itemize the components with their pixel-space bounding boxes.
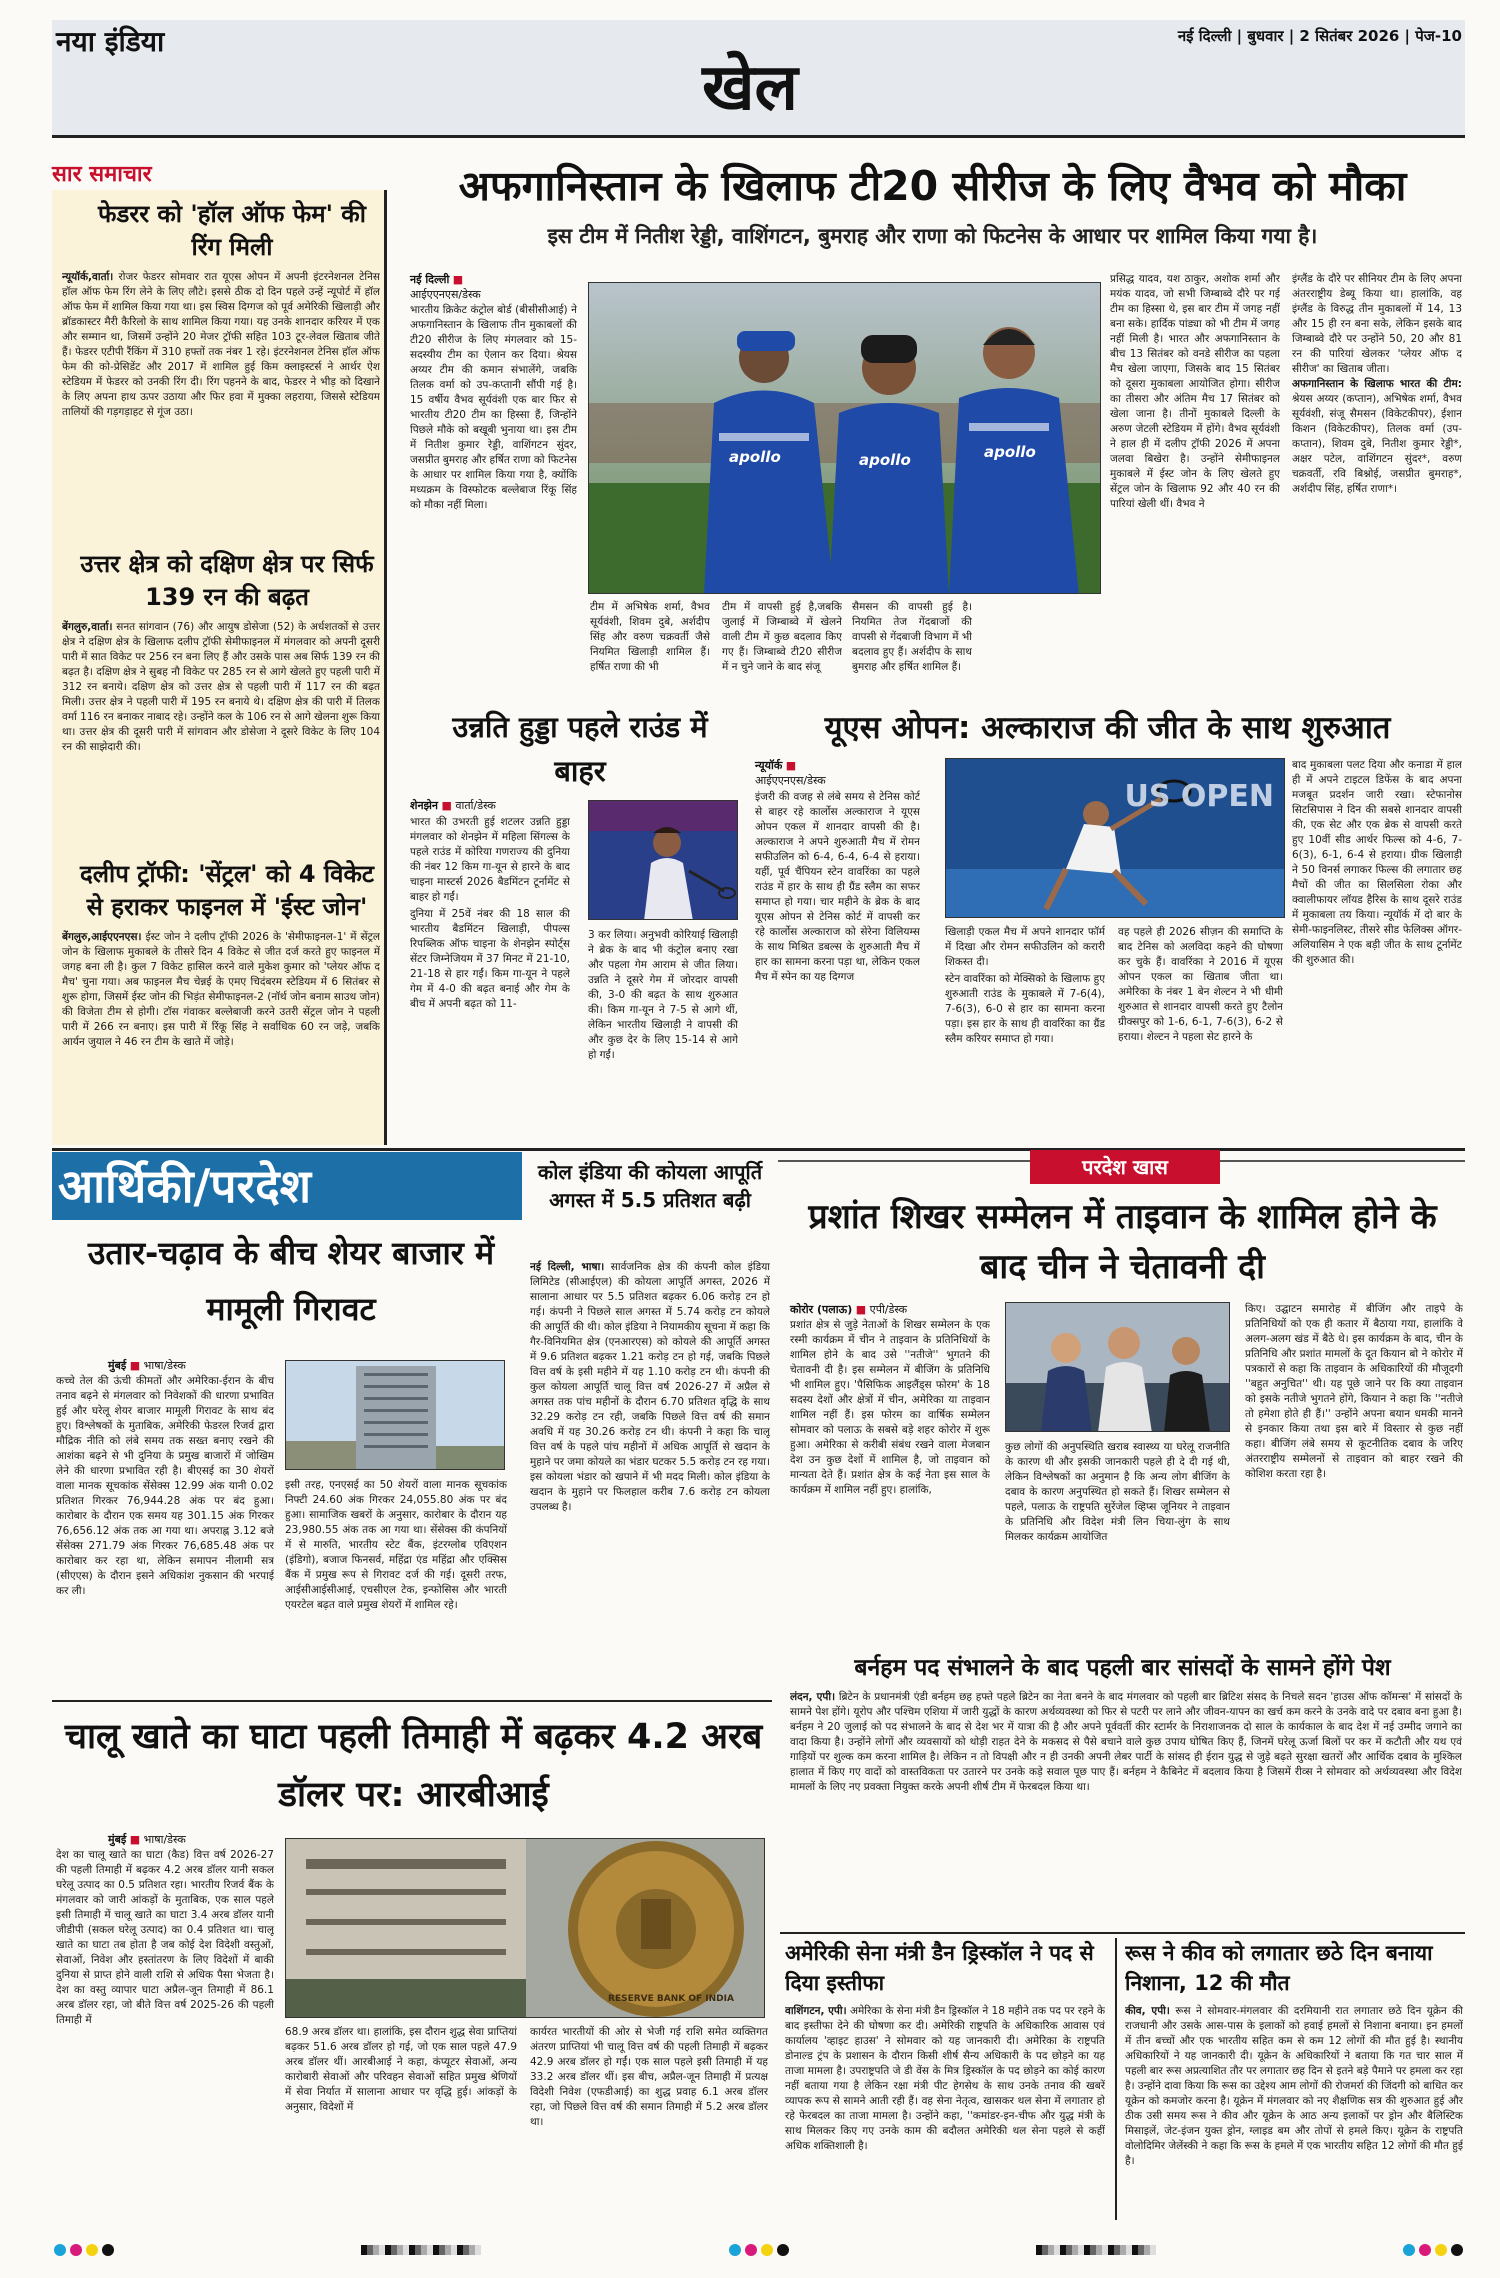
cad-byline: [108, 1832, 186, 1847]
lead-byline: [410, 272, 560, 302]
pardesh-label: परदेश खास: [1030, 1150, 1220, 1184]
kyiv-text: रूस ने सोमवार-मंगलवार की दरमियानी रात लगातार छठे दिन यूक्रेन की राजधानी और उसके आस-पास के इलाकों को हवाई हमलों से निशाना बनाया। इन हमलों में तीन बच्चों और एक भारतीय सहित कम से कम 12 लोगों की मौत हुई है। स्थानीय अधिकारियों ने यह जानकारी दी। यूक्रेन के अधिकारियों ने बताया कि गत चार साल में पहली बार रूस अप्रत्याशित तौर पर लगातार छह दिन से इतने बड़े पैमाने पर हमला कर रहा है। उन्होंने दावा किया कि रूस का उद्देश्य आम लोगों की रोजमर्रा की जिंदगी को बाधित कर यूक्रेन को कमजोर करना है। यूक्रेन में मंगलवार को नए शैक्षणिक सत्र की शुरुआत हुई और ठीक उसी समय रूस ने कीव और यूक्रेन के आठ अन्य इलाकों पर ड्रोन और बैलिस्टिक मिसाइलें, जेट-इंजन युक्त ड्रोन, ग्लाइड बम और तोपों से हमले किए। यूक्रेन के राष्ट्रपति वोलोदिमिर जेलेंस्की ने कहा कि रूस के हमले में एक भारतीय सहित 12 लोगों की मौत हुई है।: [1125, 2005, 1463, 2167]
color-dots-right: [1401, 2241, 1465, 2260]
cyan-dot: [54, 2244, 66, 2256]
sidebar-place-3: बेंगलुरु,आईएएनएस।: [62, 931, 142, 943]
kyiv-place: कीव, एपी।: [1125, 2005, 1170, 2017]
divider-line: [52, 1700, 772, 1702]
cricket-photo-image: [589, 283, 1101, 594]
unnati-agency: वार्ता/डेस्क: [455, 799, 496, 812]
byline-square: ■: [782, 759, 797, 772]
sidebar-place-2: बेंगलुरु,वार्ता।: [62, 621, 113, 633]
sidebar-body-1: रोजर फेडरर सोमवार रात यूएस ओपन में अपनी इंटरनेशनल टेनिस हॉल ऑफ फेम रिंग लेने के लिए लौटे। इससे ठीक दो दिन पहले उन्हें न्यूपोर्ट में हॉल ऑफ फेम में शामिल किया गया था। इस स्विस दिग्गज को पूर्व अमेरिकी खिलाड़ी और ब्रॉडकास्टर मैरी कैरिलो के साथ शामिल किया गया। यह उनके शानदार करियर में एक और सम्मान था, जिसमें उन्होंने 20 मेजर ट्रॉफी सहित 103 टूर-लेवल खिताब जीते हैं। फेडरर एटीपी रैंकिंग में 310 हफ्तों तक नंबर 1 रहे। इंटरनेशनल टेनिस हॉल ऑफ फेम की को-प्रेसिडेंट और 2017 में शामिल हुई किम क्लाइस्टर्स ने आर्थर ऐश स्टेडियम में फेडरर को उनकी रिंग दी। रिंग पहनने के बाद, फेडरर ने भीड़ को दिखाने के लिए अपना हाथ ऊपर उठाया और फिर हवा में मुक्का लहराया, जिससे स्टेडियम तालियों की गड़गड़ाहट से गूंज उठा।: [62, 271, 380, 418]
arthiki-title: आर्थिकी/परदेश: [58, 1159, 312, 1213]
alcaraz-byline: [755, 758, 905, 788]
rbi-photo: [285, 1838, 765, 2018]
byline-square: ■: [449, 273, 464, 286]
burnham-body: [790, 1690, 1462, 1928]
sidebar-body-2: सनत सांगवान (76) और आयुष डोसेजा (52) के अर्धशतकों से उत्तर क्षेत्र ने दक्षिण क्षेत्र के खिलाफ दलीप ट्रॉफी सेमीफाइनल में मंगलवार को अपनी दूसरी पारी में सात विकेट पर 256 रन बना लिए हैं और उसके पास अब सिर्फ 139 रन की बढ़त है। दक्षिण क्षेत्र ने सुबह नौ विकेट पर 285 रन से आगे खेलते हुए पहली पारी में 312 रन बनाये। दक्षिण क्षेत्र को उत्तर क्षेत्र से पहली पारी में 117 रन की बढ़त मिली। उत्तर क्षेत्र ने पहली पारी में 195 रन बनाये थे। दक्षिण क्षेत्र की पारी में तिलक वर्मा 116 रन बनाकर नाबाद रहे। उन्होंने कल के 106 रन से आगे खेलना शुरू किया था। उत्तर क्षेत्र की दूसरी पारी में सांगवान और डोसेजा ने दूसरे विकेट के लिए 104 रन की साझेदारी की।: [62, 621, 380, 753]
burnham-place: लंदन, एपी।: [790, 1691, 836, 1703]
bse-building-image: [286, 1361, 505, 1470]
yellow-dot: [761, 2244, 773, 2256]
lead-col-3: टीम में वापसी हुई है,जबकि जुलाई में जिम्बाब्वे में खेलने वाली टीम में कुछ बदलाव किए गए हैं। जिम्बाब्वे टी20 सीरीज में न चुने जाने के बाद संजू: [722, 601, 842, 673]
lead-col-2: टीम में अभिषेक शर्मा, वैभव सूर्यवंशी, शिवम दुबे, अर्शदीप सिंह और वरुण चक्रवर्ती जैसे नियमित खिलाड़ी शामिल हैं। हर्षित राणा की भी: [590, 601, 710, 673]
share-headline: उतार-चढ़ाव के बीच शेयर बाजार में मामूली गिरावट: [87, 1234, 495, 1328]
coal-place: नई दिल्ली, भाषा।: [530, 1261, 605, 1273]
byline-square: ■: [438, 799, 456, 812]
bse-photo: [285, 1360, 505, 1470]
magenta-dot: [70, 2244, 82, 2256]
unnati-col-1: [410, 815, 570, 1140]
pardesh-col-2: कुछ लोगों की अनुपस्थिति खराब स्वास्थ्य या घरेलू राजनीति के कारण थी और इसकी जानकारी पहले ही दे दी गई थी, लेकिन विश्लेषकों का अनुमान है कि अन्य लोग बीजिंग के दबाव के कारण अनुपस्थित हो सकते हैं। शिखर सम्मेलन से पहले, पलाऊ के राष्ट्रपति सुरेंजेल व्हिप्स जूनियर ने ताइवान के प्रतिनिधि और विदेश मंत्री लिन चिया-लुंग के साथ मिलकर कार्यक्रम आयोजित: [1005, 1441, 1230, 1543]
badminton-photo-image: [589, 801, 738, 920]
jersey-logo-1: apollo: [729, 448, 781, 466]
summit-photo-image: [1006, 1303, 1230, 1432]
jersey-logo-3: apollo: [984, 443, 1036, 461]
driscoll-body: [785, 2004, 1105, 2220]
lead-col-5: प्रसिद्ध यादव, यश ठाकुर, अशोक शर्मा और मयंक यादव, जो सभी जिम्बाब्वे दौरे पर गई टीम का हिस्सा थे, इस बार टीम में जगह नहीं बना सके। हार्दिक पांड्या को भी टीम में जगह नहीं मिली है। भारत और अफगानिस्तान के बीच 13 सितंबर को वनडे सीरीज का पहला मैच खेला जाएगा, जिसके बाद 15 सितंबर को दूसरा मुकाबला आयोजित होगा। सीरीज का तीसरा और अंतिम मैच 17 सितंबर को खेला जाना है। तीनों मुकाबले दिल्ली के अरुण जेटली स्टेडियम में होंगे। वैभव सूर्यवंशी ने हाल ही में दलीप ट्रॉफी 2026 में अपना जलवा बिखेरा है। उन्होंने सेमीफाइनल मुकाबले में ईस्ट जोन के लिए खेलते हुए सेंट्रल जोन के खिलाफ 92 और 40 रन की पारियां खेली थीं। वैभव ने: [1110, 273, 1280, 510]
cyan-dot: [729, 2244, 741, 2256]
section-title: खेल: [702, 51, 798, 125]
alcaraz-para-2: खिलाड़ी एकल मैच में अपने शानदार फॉर्म में दिखा और रोमन सफीउलिन को करारी शिकस्त दी।: [945, 926, 1105, 968]
cad-col-1: देश का चालू खाते का घाटा (कैड) वित्त वर्ष 2026-27 की पहली तिमाही में बढ़कर 4.2 अरब डॉलर यानी सकल घरेलू उत्पाद का 0.5 प्रतिशत रहा। भारतीय रिजर्व बैंक के मंगलवार को जारी आंकड़ों के मुताबिक, एक साल पहले इसी तिमाही में चालू खाते का घाटा 3.4 अरब डॉलर यानी जीडीपी (सकल घरेलू उत्पाद) का 0.4 प्रतिशत था। चालू खाते का घाटा तब होता है जब कोई देश विदेशी वस्तुओं, सेवाओं, निवेश और हस्तांतरण के लिए विदेशों में बाकी दुनिया से प्राप्त होने वाली राशि से अधिक पैसा भेजता है। देश का वस्तु व्यापार घाटा अप्रैल-जून तिमाही में 86.1 अरब डॉलर रहा, जो बीते वित्त वर्ष 2025-26 की पहली तिमाही में: [56, 1849, 274, 2026]
lead-col-6: [1292, 272, 1462, 695]
divider-line: [780, 1932, 1465, 1934]
unnati-col-2: 3 कर लिया। अनुभवी कोरियाई खिलाड़ी ने ब्रेक के बाद भी कंट्रोल बनाए रखा और पहला गेम आराम से जीत लिया। उन्नति ने दूसरे गेम में जोरदार वापसी की, 3-0 की बढ़त के साथ शुरुआत की। किम गा-यून ने 7-5 से आगे थीं, लेकिन भारतीय खिलाड़ी ने वापसी की और कुछ देर के लिए 15-14 से आगे हो गईं।: [588, 929, 738, 1061]
alcaraz-col-4: बाद मुकाबला पलट दिया और कनाडा में हाल ही में अपने टाइटल डिफेंस के बाद अपना मजबूत प्रदर्शन जारी रखा। स्टेफानोस सिटसिपास ने दिन की सबसे शानदार वापसी की, एक सेट और एक ब्रेक से वापसी करते हुए 10वीं सीड आर्थर फिल्स को 4-6, 7-6(3), 6-1, 6-4 से हराया। ग्रीक खिलाड़ी ने 50 विनर्स लगाकर फिल्स की लगातार छह मैचों की जीत का सिलसिला रोका और क्वालीफायर लॉयड हैरिस के साथ दूसरे राउंड में मुकाबला तय किया। न्यूयॉर्क में दो बार के सेमी-फाइनलिस्ट, तीसरे सीड फेलिक्स ऑगर-अलियासिम ने एक बड़ी जीत के साथ टूर्नामेंट की शुरुआत की।: [1292, 759, 1462, 966]
unnati-byline: [410, 798, 496, 813]
alcaraz-col-3: वह पहले ही 2026 सीज़न की समाप्ति के बाद टेनिस को अलविदा कहने की घोषणा कर चुके हैं। वावरिंका ने 2016 में यूएस ओपन एकल का खिताब जीता था। अमेरिका के नंबर 1 बेन शेल्टन ने भी धीमी शुरुआत से शानदार वापसी करते हुए टैलोन ग्रीक्सपुर को 1-6, 6-1, 7-6(3), 6-2 से हराया। शेल्टन ने पहला सेट हारने के: [1118, 926, 1283, 1043]
alcaraz-place: न्यूयॉर्क: [755, 759, 783, 772]
coal-text: सार्वजनिक क्षेत्र की कंपनी कोल इंडिया लिमिटेड (सीआईएल) की कोयला आपूर्ति अगस्त, 2026 में सालाना आधार पर 5.5 प्रतिशत बढ़कर 6.06 करोड़ टन हो गई। कंपनी ने पिछले साल अगस्त में 5.74 करोड़ टन कोयले की आपूर्ति की थी। कोल इंडिया ने नियामकीय सूचना में कहा कि गैर-विनियमित क्षेत्र (एनआरएस) को कोयले की आपूर्ति अगस्त में 9.6 प्रतिशत बढ़कर 1.21 करोड़ टन हो गई, जबकि पिछले वित्त वर्ष के इसी महीने में यह 1.10 करोड़ टन थी। कंपनी की कुल कोयला आपूर्ति चालू वित्त वर्ष 2026-27 में अप्रैल से अगस्त तक पांच महीनों के दौरान 6.70 प्रतिशत वृद्धि के साथ 32.29 करोड़ टन रही, जबकि पिछले वित्त वर्ष की समान अवधि में यह 30.26 करोड़ टन थी। कंपनी ने कहा कि चालू वित्त वर्ष के पहले पांच महीनों में अधिक आपूर्ति से खदान के मुहाने पर जमा कोयले का भंडार घटकर 5.5 करोड़ टन रह गया। इस कोयला भंडार को खपाने में भी मदद मिली। कोल इंडिया के खदान के मुहाने पर फिलहाल करीब 7.6 करोड़ टन कोयला उपलब्ध है।: [530, 1261, 770, 1513]
lead-col-6-text: इंग्लैंड के दौरे पर सीनियर टीम के लिए अपना अंतरराष्ट्रीय डेब्यू किया था। हालांकि, वह इंग्लैंड के विरुद्ध तीन मुकाबलों में 14, 13 और 15 ही रन बना सके, लेकिन इसके बाद जिम्बाब्वे दौरे पर उन्होंने 50, 20 और 81 रन की पारियां खेलकर 'प्लेयर ऑफ द सीरीज' का खिताब जीता।: [1292, 273, 1462, 375]
divider-line: [52, 1148, 1465, 1151]
registration-marks: [52, 2240, 1465, 2260]
sidebar-headline-3: दलीप ट्रॉफी: 'सेंट्रल' को 4 विकेट से हराकर फाइनल में 'ईस्ट जोन': [80, 860, 374, 921]
grey-scale-bar: [361, 2245, 481, 2255]
badminton-photo: [588, 800, 738, 920]
cad-headline: चालू खाते का घाटा पहली तिमाही में बढ़कर 4.2 अरब डॉलर पर: आरबीआई: [64, 1717, 763, 1815]
alcaraz-headline: यूएस ओपन: अल्काराज की जीत के साथ शुरुआत: [824, 710, 1391, 746]
unnati-headline: उन्नति हुड्डा पहले राउंड में बाहर: [452, 710, 708, 788]
kyiv-body: [1125, 2004, 1463, 2220]
coal-headline: कोल इंडिया की कोयला आपूर्ति अगस्त में 5.5 प्रतिशत बढ़ी: [537, 1160, 763, 1212]
lead-subhead: इस टीम में नितीश रेड्डी, वाशिंगटन, बुमराह और राणा को फिटनेस के आधार पर शामिल किया गया है।: [547, 224, 1318, 248]
sidebar-story-3: [62, 930, 380, 1140]
black-dot: [102, 2244, 114, 2256]
coal-body: [530, 1260, 770, 1696]
sidebar-headline-2: उत्तर क्षेत्र को दक्षिण क्षेत्र पर सिर्फ 139 रन की बढ़त: [80, 550, 374, 611]
dateline: नई दिल्ली | बुधवार | 2 सितंबर 2026 | पेज-10: [1177, 27, 1462, 45]
pardesh-place: कोरोर (पलाऊ): [790, 1303, 853, 1316]
us-open-banner-text: US OPEN: [1124, 779, 1274, 814]
squad-intro: अफगानिस्तान के खिलाफ भारत की टीम:: [1292, 378, 1462, 390]
alcaraz-para-2b: स्टेन वावरिंका को मेक्सिको के खिलाफ हुए शुरुआती राउंड के मुकाबले में 7-6(4), 7-6(3), 6-0 से हार का सामना करना पड़ा। इस हार के साथ ही वावरिंका का ग्रैंड स्लैम करियर समाप्त हो गया।: [945, 973, 1105, 1045]
alcaraz-col-2: [945, 925, 1105, 1140]
unnati-para-2: दुनिया में 25वें नंबर की 18 साल की भारतीय बैडमिंटन खिलाड़ी, पीपल्स रिपब्लिक ऑफ चाइना के शेनझेन स्पोर्ट्स सेंटर जिम्नेजियम में 37 मिनट में 21-10, 21-18 से हार गईं। किम गा-यून ने पहले गेम में 4-0 की बढ़त बनाई और गेम के बीच में अपनी बढ़त को 11-: [410, 908, 570, 1010]
yellow-dot: [86, 2244, 98, 2256]
cricket-photo: [588, 282, 1101, 594]
magenta-dot: [745, 2244, 757, 2256]
pardesh-agency: एपी/डेस्क: [869, 1303, 908, 1316]
rbi-photo-image: [286, 1839, 765, 2018]
lead-col-4: सैमसन की वापसी हुई है। नियमित तेज गेंदबाजों की वापसी से गेंदबाजी विभाग में भी बदलाव हुए हैं। अर्शदीप के साथ बुमराह और हर्षित शामिल हैं।: [852, 601, 972, 673]
unnati-place: शेनझेन: [410, 799, 439, 812]
driscoll-text: अमेरिका के सेना मंत्री डैन ड्रिस्कॉल ने 18 महीने तक पद पर रहने के बाद इस्तीफा देने की घोषणा कर दी। अमेरिकी राष्ट्रपति के अधिकारिक आवास एवं कार्यालय 'व्हाइट हाउस' ने सोमवार को यह जानकारी दी। अमेरिका के राष्ट्रपति डोनाल्ड ट्रंप के प्रशासन के दौरान किसी शीर्ष सैन्य अधिकारी के पद छोड़ने का यह ताजा मामला है। उपराष्ट्रपति जे डी वेंस के मित्र ड्रिस्कॉल के पद छोड़ने का कोई कारण नहीं बताया गया है लेकिन रक्षा मंत्री पीट हेगसेथ के साथ उनके तनाव की खबरें व्यापक रूप से सामने आती रही हैं। वह सेना नेतृत्व, खासकर थल सेना में लगातार हो रहे फेरबदल का ताजा मामला है। उन्होंने कहा, ''कमांडर-इन-चीफ और युद्ध मंत्री के साथ मिलकर किए गए उनके काम की बदौलत अमेरिकी थल सेना पहले से कहीं अधिक शक्तिशाली है।: [785, 2005, 1105, 2152]
sidebar-story-1: [62, 270, 380, 538]
cad-col-2: 68.9 अरब डॉलर था। हालांकि, इस दौरान शुद्ध सेवा प्राप्तियां बढ़कर 51.6 अरब डॉलर हो गई, जो एक साल पहले 47.9 अरब डॉलर थीं। आरबीआई ने कहा, कंप्यूटर सेवाओं, अन्य कारोबारी सेवाओं और परिवहन सेवाओं सहित प्रमुख श्रेणियों में सेवा निर्यात में सालाना आधार पर वृद्धि हुई। आंकड़ों के अनुसार, विदेशों में: [285, 2026, 517, 2113]
divider-line: [1115, 1938, 1117, 2220]
magenta-dot: [1419, 2244, 1431, 2256]
burnham-headline: बर्नहम पद संभालने के बाद पहली बार सांसदों के सामने होंगे पेश: [854, 1655, 1391, 1681]
lead-col-1: भारतीय क्रिकेट कंट्रोल बोर्ड (बीसीसीआई) ने अफगानिस्तान के खिलाफ तीन मुकाबलों की टी20 सीरीज के लिए मंगलवार को 15-सदस्यीय टीम का ऐलान कर दिया। श्रेयस अय्यर टीम की कमान संभालेंगे, जबकि तिलक वर्मा को उप-कप्तानी सौंपी गई है। 15 वर्षीय वैभव सूर्यवंशी एक बार फिर से भारतीय टी20 टीम का हिस्सा हैं, जिन्होंने पिछले मौके को बखूबी भुनाया था। इस टीम में नितीश कुमार रेड्डी, वाशिंगटन सुंदर, जसप्रीत बुमराह और हर्षित राणा को फिटनेस के आधार पर शामिल किया गया है, क्योंकि मध्यक्रम के विस्फोटक बल्लेबाज रिंकू सिंह को मौका नहीं मिला।: [410, 304, 577, 511]
alcaraz-col-1: इंजरी की वजह से लंबे समय से टेनिस कोर्ट से बाहर रहे कार्लोस अल्काराज ने यूएस ओपन एकल में शानदार वापसी की है। अल्काराज ने अपने शुरुआती मैच में रोमन सफीउलिन को 6-4, 6-4, 6-4 से हराया। यहीं, पूर्व चैंपियन स्टेन वावरिंका का पहले राउंड में हार के साथ ही ग्रैंड स्लैम का सफर समाप्त हो गया। चार महीने के ब्रेक के बाद यूएस ओपन से टेनिस कोर्ट में वापसी कर रहे कार्लोस अल्काराज को सेरेना विलियम्स के साथ मिश्रित डबल्स के शुरुआती मैच में हार का सामना करना पड़ा था, लेकिन एकल मैच में स्पेन का यह दिग्गज: [755, 791, 920, 983]
color-dots-left: [52, 2241, 116, 2260]
cad-agency: भाषा/डेस्क: [143, 1833, 186, 1846]
lead-headline: अफगानिस्तान के खिलाफ टी20 सीरीज के लिए वैभव को मौका: [458, 162, 1407, 210]
sidebar-place-1: न्यूयॉर्क,वार्ता।: [62, 271, 114, 283]
rbi-emblem-text: RESERVE BANK OF INDIA: [608, 1994, 734, 2004]
byline-square: ■: [126, 1833, 144, 1846]
paper-name: नया इंडिया: [56, 25, 165, 58]
lead-place: नई दिल्ली: [410, 273, 450, 286]
cyan-dot: [1403, 2244, 1415, 2256]
alcaraz-agency: आईएएनएस/डेस्क: [755, 774, 826, 787]
share-agency: भाषा/डेस्क: [143, 1359, 186, 1372]
tennis-photo: [945, 758, 1285, 918]
kyiv-headline: रूस ने कीव को लगातार छठे दिन बनाया निशाना, 12 की मौत: [1125, 1941, 1433, 1995]
driscoll-headline: अमेरिकी सेना मंत्री डैन ड्रिस्कॉल ने पद से दिया इस्तीफा: [785, 1941, 1094, 1995]
byline-square: ■: [852, 1303, 870, 1316]
black-dot: [777, 2244, 789, 2256]
share-place: मुंबई: [108, 1359, 127, 1372]
yellow-dot: [1435, 2244, 1447, 2256]
burnham-text: ब्रिटेन के प्रधानमंत्री एंडी बर्नहम छह हफ्ते पहले ब्रिटेन का नेता बनने के बाद मंगलवार को पहली बार ब्रिटिश संसद के निचले सदन 'हाउस ऑफ कॉमन्स' में सांसदों के सामने पेश होंगे। यूरोप और पश्चिम एशिया में जारी युद्धों के कारण अर्थव्यवस्था को फिर से पटरी पर लाने और जीवन-यापन का खर्च कम करने के उनके वादे पर दबाव बना हुआ है। बर्नहम ने 20 जुलाई को पद संभालने के बाद से देश भर में यात्रा की है और अपने पूर्ववर्ती कीर स्टार्मर के निराशाजनक दो साल के कार्यकाल के बाद देश में नई उम्मीद जगाने का वादा किया है। उन्होंने लोगों और व्यवसायों को थोड़ी राहत देने के मकसद से पैसे बचाने वाले कुछ उपाय घोषित किए हैं, जिनमें घरेलू ऊर्जा बिलों पर कर में कटौती और यथ एवं गाड़ियों पर शुल्क कम करना शामिल है। लेकिन न तो विपक्षी और न ही उनकी अपनी लेबर पार्टी के सांसद ही ईरान युद्ध से जुड़े बढ़ते सुरक्षा खतरों और आर्थिक दबाव के मुश्किल हालात में किए गए वादों को वास्तविकता पर उतारने पर उनके कड़े सवाल पूछ पाए हैं। बर्नहम ने कैबिनेट में बदलाव किया है जिसमें रीव्स ने सोमवार को अर्थव्यवस्था और विदेश मामलों के लिए नए प्रवक्ता नियुक्त करके अपनी शीर्ष टीम में फेरबदल किया था।: [790, 1691, 1462, 1793]
sidebar-story-2: [62, 620, 380, 850]
sidebar-headline-1: फेडरर को 'हॉल ऑफ फेम' की रिंग मिली: [98, 200, 366, 261]
lead-agency: आईएएनएस/डेस्क: [410, 288, 481, 301]
squad-list: श्रेयस अय्यर (कप्तान), अभिषेक शर्मा, वैभव सूर्यवंशी, संजू सैमसन (विकेटकीपर), ईशान किशन (विकेटकीपर), तिलक वर्मा (उप-कप्तान), शिवम दुबे, नितीश कुमार रेड्डी*, अक्षर पटेल, वाशिंगटन सुंदर*, वरुण चक्रवर्ती, रवि बिश्नोई, जसप्रीत बुमराह*, अर्शदीप सिंह, हर्षित राणा*।: [1292, 393, 1462, 495]
cad-col-3: कार्यरत भारतीयों की ओर से भेजी गई राशि समेत व्यक्तिगत अंतरण प्राप्तियां भी चालू वित्त वर्ष की पहली तिमाही में बढ़कर 42.9 अरब डॉलर हो गईं। एक साल पहले इसी तिमाही में यह 33.2 अरब डॉलर थीं। इस बीच, अप्रैल-जून तिमाही में प्रत्यक्ष विदेशी निवेश (एफडीआई) का शुद्ध प्रवाह 6.1 अरब डॉलर रहा, जो पिछले वित्त वर्ष की समान तिमाही में 5.2 अरब डॉलर था।: [530, 2026, 768, 2128]
pardesh-byline: [790, 1302, 907, 1317]
pardesh-col-3: किए। उद्घाटन समारोह में बीजिंग और ताइपे के प्रतिनिधियों को एक ही कतार में बैठाया गया, हालांकि वे अलग-अलग खंड में बैठे थे। इस कार्यक्रम के बाद, चीन के प्रतिनिधि और प्रशांत मामलों के दूत कियान बो ने कोरोर में पत्रकारों से कहा कि ताइवान के अधिकारियों की मौजूदगी ''बहुत अनुचित'' थी। यह पूछे जाने पर कि क्या ताइवान को इसके नतीजे भुगतने होंगे, कियान ने कहा कि ''नतीजे तो हमेशा होते ही हैं।'' उन्होंने अपना बयान धमकी मानने से इनकार किया तथा इस बारे में विस्तार से कुछ नहीं कहा। बीजिंग लंबे समय से कूटनीतिक दबाव के जरिए अंतरराष्ट्रीय सम्मेलनों से ताइवान को बाहर रखने की कोशिश करता रहा है।: [1245, 1303, 1463, 1480]
sidebar-body-3: ईस्ट जोन ने दलीप ट्रॉफी 2026 के 'सेमीफाइनल-1' में सेंट्रल जोन के खिलाफ मुकाबले के तीसरे दिन 4 विकेट से जीत दर्ज करते हुए फाइनल में जगह बना ली है। कुल 7 विकेट हासिल करने वाले मुकेश कुमार को 'प्लेयर ऑफ द मैच' चुना गया। अब फाइनल मैच चेन्नई के एमए चिदंबरम स्टेडियम में 6 सितंबर से शुरू होगा, जिसमें ईस्ट जोन की भिड़ंत सेमीफाइनल-2 (नॉर्थ जोन बनाम साउथ जोन) की विजेता टीम से होगी। टॉस गंवाकर बल्लेबाजी करने उतरी सेंट्रल जोन ने पहली पारी में 266 रन बनाए। इस पारी में रिंकू सिंह ने सर्वाधिक 60 रन जड़े, जबकि आर्यन जुयाल ने 46 रन टीम के खाते में जोड़े।: [62, 931, 380, 1048]
share-col-2: इसी तरह, एनएसई का 50 शेयरों वाला मानक सूचकांक निफ्टी 24.60 अंक गिरकर 24,055.80 अंक पर बंद हुआ। सामाजिक खबरों के अनुसार, कारोबार के दौरान यह 23,980.55 अंक तक आ गया था। सेंसेक्स की कंपनियों में से मारुति, भारतीय स्टेट बैंक, इंटरग्लोब एविएशन (इंडिगो), बजाज फिनसर्व, महिंद्रा एंड महिंद्रा और एक्सिस बैंक में प्रमुख रूप से गिरावट दर्ज की गई। दूसरी तरफ, आईसीआईसीआई, एचसीएल टेक, इन्फोसिस और भारती एयरटेल बढ़त वाले प्रमुख शेयरों में शामिल रहे।: [285, 1479, 507, 1611]
byline-square: ■: [126, 1359, 144, 1372]
jersey-logo-2: apollo: [859, 451, 911, 469]
driscoll-place: वाशिंगटन, एपी।: [785, 2005, 847, 2017]
pardesh-headline: प्रशांत शिखर सम्मेलन में ताइवान के शामिल होने के बाद चीन ने चेतावनी दी: [808, 1197, 1437, 1287]
sidebar-label: सार समाचार: [52, 162, 152, 187]
black-dot: [1451, 2244, 1463, 2256]
share-col-1: कच्चे तेल की ऊंची कीमतों और अमेरिका-ईरान के बीच तनाव बढ़ने से मंगलवार को निवेशकों की धारणा प्रभावित हुई और घरेलू शेयर बाजार मामूली गिरावट के साथ बंद हुए। विश्लेषकों के मुताबिक, अमेरिकी फेडरल रिजर्व द्वारा मौद्रिक नीति को लंबे समय तक सख्त बनाए रखने की आशंका बढ़ने से भी दुनिया के प्रमुख बाजारों में जोखिम लेने की धारणा प्रभावित रही है। बीएसई का 30 शेयरों वाला मानक सूचकांक सेंसेक्स 12.99 अंक यानी 0.02 प्रतिशत गिरकर 76,944.28 अंक पर बंद हुआ। कारोबार के दौरान एक समय यह 301.15 अंक गिरकर 76,656.12 अंक तक आ गया था। अपराह्न 3.12 बजे सेंसेक्स 271.79 अंक गिरकर 76,685.48 अंक पर कारोबार कर रहा था, लेकिन समापन नीलामी सत्र (सीएएस) के दौरान इसने अधिकांश नुकसान की भरपाई कर ली।: [56, 1375, 274, 1597]
cad-place: मुंबई: [108, 1833, 127, 1846]
summit-photo: [1005, 1302, 1230, 1432]
share-byline: [108, 1358, 186, 1373]
grey-scale-bar: [1036, 2245, 1156, 2255]
unnati-para-1: भारत की उभरती हुई शटलर उन्नति हुड्डा मंगलवार को शेनझेन में महिला सिंगल्स के पहले राउंड में कोरिया गणराज्य की दुनिया की नंबर 12 किम गा-यून से हारने के बाद चाइना मास्टर्स 2026 बैडमिंटन टूर्नामेंट से बाहर हो गईं।: [410, 816, 570, 903]
color-dots-center: [727, 2241, 791, 2260]
pardesh-col-1: प्रशांत क्षेत्र से जुड़े नेताओं के शिखर सम्मेलन के एक रस्मी कार्यक्रम में चीन ने ताइवान के प्रतिनिधियों के शामिल होने के बाद उसे ''नतीजे'' भुगतने की चेतावनी दी है। इस सम्मेलन में बीजिंग के प्रतिनिधि भी शामिल हुए। 'पैसिफिक आइलैंड्स फोरम' के 18 सदस्य देशों और क्षेत्रों में चीन, अमेरिका या ताइवान शामिल नहीं हैं। इस फोरम का वार्षिक सम्मेलन सोमवार को पलाऊ के सबसे बड़े शहर कोरोर में शुरू हुआ। अमेरिका से करीबी संबंध रखने वाला मेजबान देश उन कुछ देशों में शामिल है, जो ताइवान को मान्यता देते हैं। प्रशांत क्षेत्र के कई नेता इस साल के कार्यक्रम में शामिल नहीं हुए। हालांकि,: [790, 1319, 990, 1496]
